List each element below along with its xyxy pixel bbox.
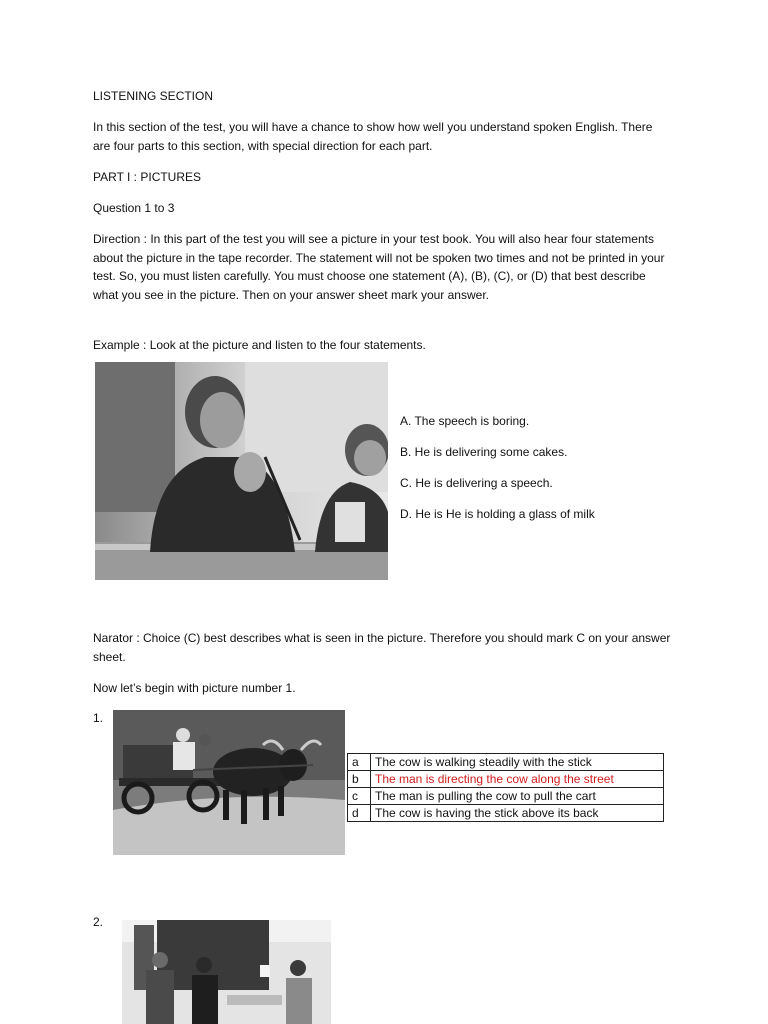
option-key: a	[348, 754, 371, 771]
intro-paragraph: In this section of the test, you will have a chance to show how well you understand spoken English. There are four parts to this section, with special direction for each part.	[93, 120, 653, 153]
option-key: c	[348, 788, 371, 805]
option-text: The cow is walking steadily with the stick	[371, 754, 664, 771]
cow-cart-image	[113, 710, 345, 855]
option-text: The man is pulling the cow to pull the cart	[371, 788, 664, 805]
table-row	[348, 788, 664, 805]
example-option-a: A. The speech is boring.	[400, 414, 530, 428]
option-text-highlighted: The man is directing the cow along the street	[371, 771, 664, 788]
example-option-d: D. He is He is holding a glass of milk	[400, 507, 595, 521]
direction-paragraph: Direction : In this part of the test you will see a picture in your test book. You will also hear four statements about the picture in the tape recorder. The statement will not be spoken two times and not be printed in your test. So, you must listen carefully. You must choose one statement (A), (B), (C), or (D) that best describe what you see in the picture. Then on your answer sheet mark your answer.	[93, 232, 665, 302]
example-intro: Example : Look at the picture and listen to the four statements.	[93, 338, 426, 352]
classroom-image	[122, 920, 331, 1024]
option-text: The cow is having the stick above its back	[371, 805, 664, 822]
question-1-options-table	[347, 753, 664, 822]
question-2-photo	[122, 920, 331, 1024]
option-key: d	[348, 805, 371, 822]
part-title: PART I : PICTURES	[93, 170, 202, 184]
table-row	[348, 805, 664, 822]
begin-line: Now let’s begin with picture number 1.	[93, 681, 296, 695]
example-option-b: B. He is delivering some cakes.	[400, 445, 568, 459]
table-row	[348, 771, 664, 788]
question-1-photo	[113, 710, 345, 855]
question-2-number: 2.	[93, 915, 104, 929]
option-key: b	[348, 771, 371, 788]
speaker-image	[95, 362, 388, 580]
example-photo	[95, 362, 388, 580]
question-range: Question 1 to 3	[93, 201, 175, 215]
table-row	[348, 754, 664, 771]
section-title: LISTENING SECTION	[93, 89, 214, 103]
example-option-c: C. He is delivering a speech.	[400, 476, 553, 490]
narrator-paragraph: Narator : Choice (C) best describes what is seen in the picture. Therefore you should mark C on your answer sheet.	[93, 631, 671, 664]
question-1-number: 1.	[93, 711, 104, 725]
